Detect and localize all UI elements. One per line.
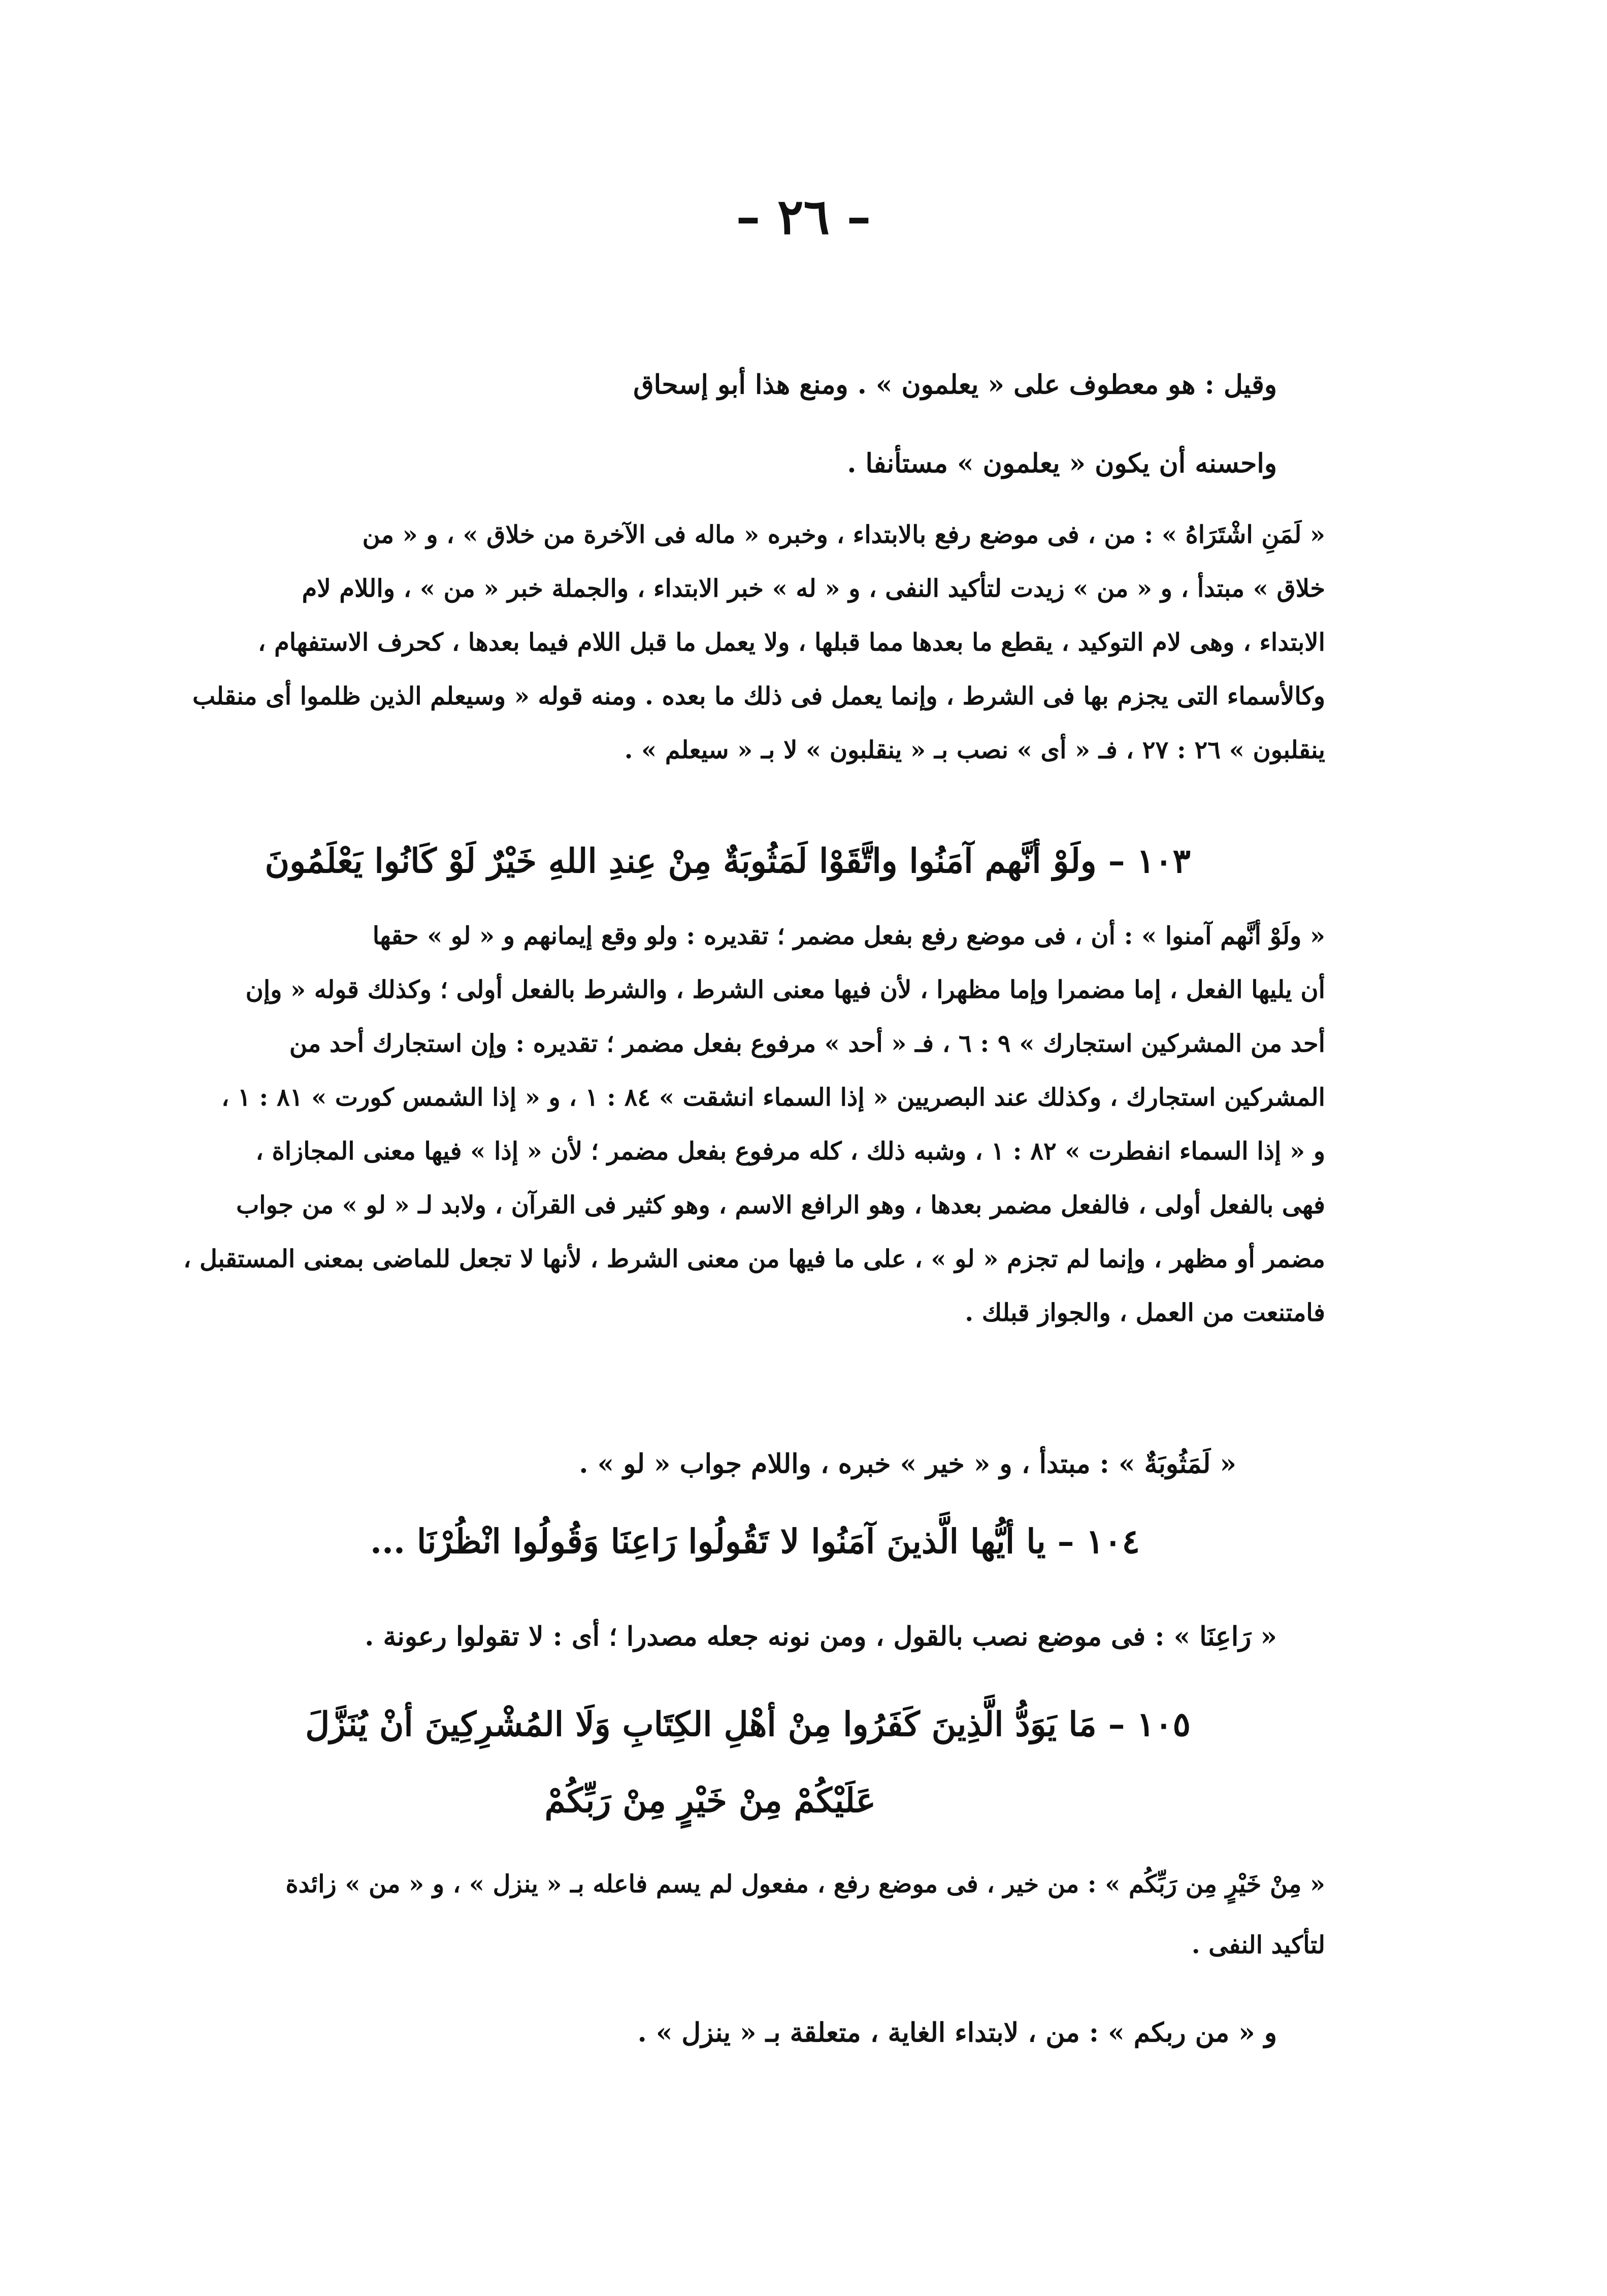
verse-line: ١٠٥ – مَا يَوَدُّ الَّذِينَ كَفَرُوا مِنْ أهْلِ الكِتَابِ وَلَا المُشْرِكِينَ أنْ يُنَزَّلَ <box>305 1704 1191 1744</box>
verse-heading <box>370 1513 1140 1569</box>
page-number: – ٢٦ – <box>736 188 871 245</box>
text-line: « لَمَنِ اشْتَرَاهُ » : من ، فى موضع رفع بالابتداء ، وخبره « ماله فى الآخرة من خلاق » ، و « من <box>362 521 1325 549</box>
text-line: أن يليها الفعل ، إما مضمرا وإما مظهرا ، لأن فيها معنى الشرط ، والشرط بالفعل أولى ؛ وكذلك قوله « وإن <box>245 976 1325 1004</box>
paragraph <box>638 2006 1277 2060</box>
text-line: خلاق » مبتدأ ، و « من » زيدت لتأكيد النفى ، و « له » خبر الابتداء ، والجملة خبر « من » ، واللام لام <box>302 574 1325 603</box>
text-line: أحد من المشركين استجارك » ٩ : ٦ ، فـ « أحد » مرفوع بفعل مضمر ؛ تقديره : وإن استجارك أحد من <box>289 1029 1325 1058</box>
text-line: و « من ربكم » : من ، لابتداء الغاية ، متعلقة بـ « ينزل » . <box>637 2017 1277 2048</box>
text-line: مضمر أو مظهر ، وإنما لم تجزم « لو » ، على ما فيها من معنى الشرط ، لأنها لا تجعل للماضى بمعنى المستقبل ، <box>183 1245 1325 1273</box>
text-line: « لَمَثُوبَةٌ » : مبتدأ ، و « خير » خبره ، واللام جواب « لو » . <box>579 1448 1236 1479</box>
text-line: « مِنْ خَيْرٍ مِن رَبِّكُم » : من خير ، فى موضع رفع ، مفعول لم يسم فاعله بـ « ينزل » ، و « من » زائدة <box>285 1870 1325 1898</box>
verse-line: ١٠٣ – ولَوْ أنَّهم آمَنُوا واتَّقَوْا لَمَثُوبَةٌ مِنْ عِندِ اللهِ خَيْرٌ لَوْ كَانُوا يَعْلَمُونَ <box>265 841 1191 881</box>
verse-line: عَلَيْكُمْ مِنْ خَيْرٍ مِنْ رَبِّكُمْ <box>544 1781 876 1820</box>
paragraph <box>579 1437 1236 1491</box>
paragraph <box>180 508 1325 777</box>
verse-heading <box>265 833 1191 889</box>
paragraph <box>180 1854 1325 1976</box>
text-line: لتأكيد النفى . <box>1191 1931 1325 1959</box>
text-line: وقيل : هو معطوف على « يعلمون » . ومنع هذا أبو إسحاق <box>633 369 1277 400</box>
paragraph <box>180 909 1325 1340</box>
text-line: الابتداء ، وهى لام التوكيد ، يقطع ما بعدها مما قبلها ، ولا يعمل ما قبل اللام فيما بعدها ، كحرف الاستفهام ، <box>257 628 1325 657</box>
paragraph <box>365 1610 1277 1664</box>
paragraph <box>633 345 1277 503</box>
verse-heading <box>305 1686 1191 1838</box>
verse-line: ١٠٤ – يا أيُّها الَّذينَ آمَنُوا لا تَقُولُوا رَاعِنَا وَقُولُوا انْظُرْنَا ... <box>370 1522 1140 1561</box>
text-line: « رَاعِنَا » : فى موضع نصب بالقول ، ومن نونه جعله مصدرا ؛ أى : لا تقولوا رعونة . <box>365 1621 1277 1652</box>
text-line: فهى بالفعل أولى ، فالفعل مضمر بعدها ، وهو الرافع الاسم ، وهو كثير فى القرآن ، ولابد لـ « لو » من جواب <box>236 1191 1325 1219</box>
text-line: وكالأسماء التى يجزم بها فى الشرط ، وإنما يعمل فى ذلك ما بعده . ومنه قوله « وسيعلم الذين ظلموا أى منقلب <box>192 682 1325 710</box>
text-line: واحسنه أن يكون « يعلمون » مستأنفا . <box>847 448 1277 479</box>
text-line: « ولَوْ أنَّهم آمنوا » : أن ، فى موضع رفع بفعل مضمر ؛ تقديره : ولو وقع إيمانهم و « لو » حقها <box>372 922 1325 950</box>
text-line: ينقلبون » ٢٦ : ٢٧ ، فـ « أى » نصب بـ « ينقلبون » لا بـ « سيعلم » . <box>624 736 1325 764</box>
text-line: المشركين استجارك ، وكذلك عند البصريين « إذا السماء انشقت » ٨٤ : ١ ، و « إذا الشمس كورت » ٨١ : ١ ، <box>221 1083 1325 1112</box>
text-line: و « إذا السماء انفطرت » ٨٢ : ١ ، وشبه ذلك ، كله مرفوع بفعل مضمر ؛ لأن « إذا » فيها معنى المجازاة ، <box>255 1137 1325 1166</box>
text-line: فامتنعت من العمل ، والجواز قبلك . <box>965 1299 1325 1327</box>
